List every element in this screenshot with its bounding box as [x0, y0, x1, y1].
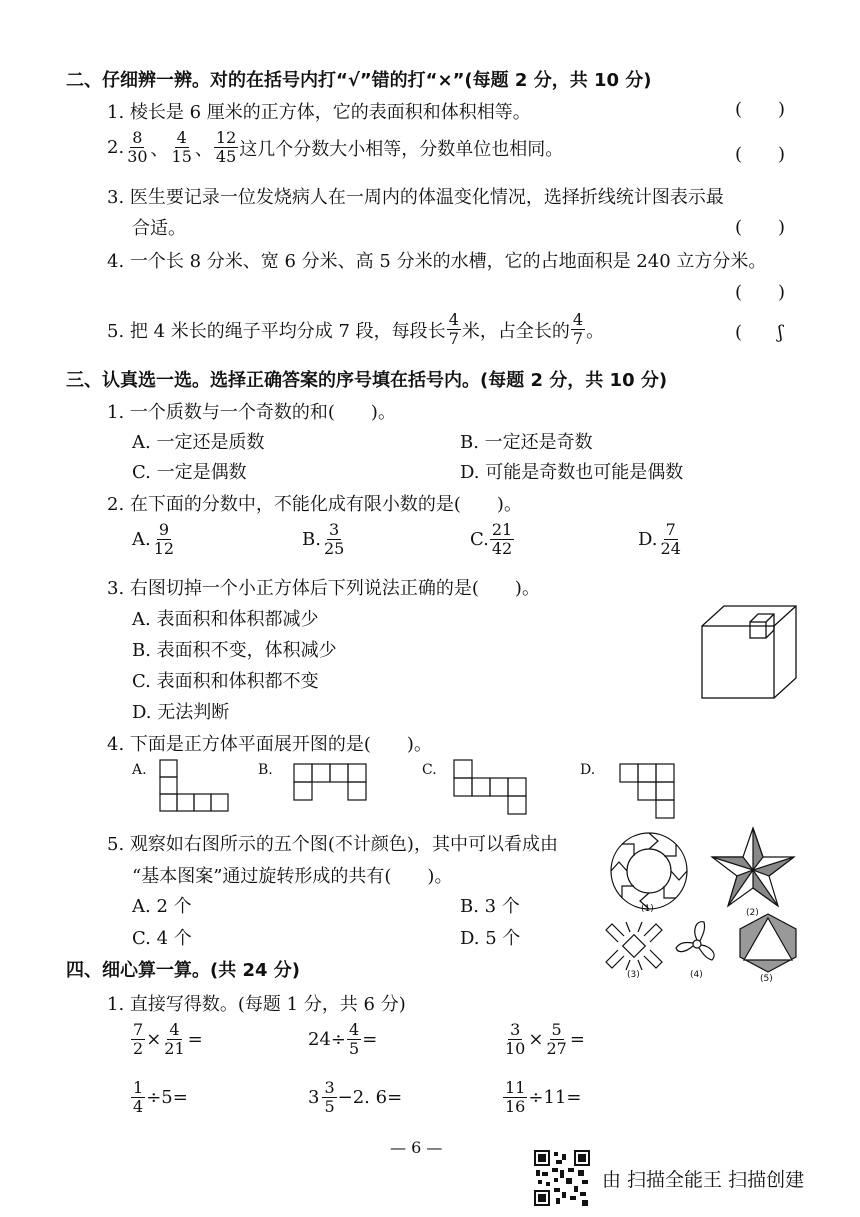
- q3-3-option-c: C. 表面积和体积都不变: [132, 671, 319, 692]
- q3-3: 3. 右图切掉一个小正方体后下列说法正确的是( )。: [107, 578, 540, 599]
- q2-4: 4. 一个长 8 分米、宽 6 分米、高 5 分米的水槽，它的占地面积是 240 立方分米。: [107, 251, 767, 272]
- ring-arrows-figure: [606, 828, 692, 914]
- answer-paren: ( ): [735, 282, 786, 303]
- q3-4: 4. 下面是正方体平面展开图的是( )。: [107, 734, 432, 755]
- q2-3-line2: 合适。: [132, 218, 186, 239]
- q2-5: 5. 把 4 米长的绳子平均分成 7 段，每段长 $\frac{4}{7}$ 米，占全长的 $\frac{4}{7}$ 。: [107, 310, 605, 348]
- scan-watermark-text: 由 扫描全能王 扫描创建: [602, 1169, 805, 1191]
- fraction: $\frac{1}{4}$: [133, 1078, 144, 1116]
- expr-3: $\frac{3}{10}$ × $\frac{5}{27}$ =: [505, 1020, 585, 1058]
- propeller-figure: [672, 918, 722, 972]
- fraction: $\frac{4}{7}$: [572, 310, 584, 348]
- q4-1-title: 1. 直接写得数。(每题 1 分，共 6 分): [107, 994, 406, 1015]
- q3-2-option-c: C. $\frac{21}{42}$: [470, 520, 513, 558]
- expr-2: 24÷ $\frac{4}{5}$ =: [308, 1020, 378, 1058]
- fraction: $\frac{4}{5}$: [349, 1020, 360, 1058]
- fraction: $\frac{3}{5}$: [324, 1078, 335, 1116]
- section-3-title: 三、认真选一选。选择正确答案的序号填在括号内。(每题 2 分，共 10 分): [66, 370, 668, 391]
- q2-1: 1. 棱长是 6 厘米的正方体，它的表面积和体积相等。: [107, 102, 531, 123]
- q3-1: 1. 一个质数与一个奇数的和( )。: [107, 402, 396, 423]
- figure-1-label: (1): [641, 904, 654, 914]
- answer-paren: ( ): [735, 217, 786, 238]
- q2-3-line1: 3. 医生要记录一位发烧病人在一周内的体温变化情况，选择折线统计图表示最: [107, 187, 724, 208]
- fraction: $\frac{7}{24}$: [660, 520, 681, 558]
- q3-5-option-d: D. 5 个: [460, 928, 521, 949]
- fraction: $\frac{7}{2}$: [133, 1020, 144, 1058]
- expr-1: $\frac{7}{2}$ × $\frac{4}{21}$ =: [133, 1020, 203, 1058]
- fraction: $\frac{4}{7}$: [448, 310, 459, 348]
- hexagon-figure: [736, 912, 800, 974]
- figure-3-label: (3): [627, 970, 640, 980]
- fraction: $\frac{3}{10}$: [505, 1020, 526, 1058]
- q3-1-option-a: A. 一定还是质数: [132, 432, 265, 453]
- q3-1-option-b: B. 一定还是奇数: [460, 432, 593, 453]
- expr-5: 3 $\frac{3}{5}$ −2. 6=: [308, 1078, 403, 1116]
- star-figure: [710, 826, 796, 908]
- q3-5-option-a: A. 2 个: [132, 896, 192, 917]
- fraction: $\frac{21}{42}$: [491, 520, 513, 558]
- expr-4: $\frac{1}{4}$ ÷5=: [133, 1078, 188, 1116]
- fraction: $\frac{9}{12}$: [153, 520, 175, 558]
- q3-2: 2. 在下面的分数中，不能化成有限小数的是( )。: [107, 494, 522, 515]
- fraction: $\frac{12}{45}$: [215, 128, 237, 166]
- fraction: $\frac{4}{15}$: [171, 128, 192, 166]
- fraction: $\frac{3}{25}$: [323, 520, 345, 558]
- answer-paren: ( ): [735, 144, 786, 165]
- qr-code-icon: [534, 1150, 590, 1206]
- section-4-title: 四、细心算一算。(共 24 分): [66, 960, 301, 981]
- fraction: $\frac{8}{30}$: [127, 128, 148, 166]
- section-2-title: 二、仔细辨一辨。对的在括号内打“√”错的打“×”(每题 2 分，共 10 分): [66, 70, 652, 91]
- q3-2-option-a: A. $\frac{9}{12}$: [132, 520, 175, 558]
- net-b-figure: [294, 764, 370, 814]
- fraction: $\frac{5}{27}$: [546, 1020, 567, 1058]
- q3-2-option-d: D. $\frac{7}{24}$: [638, 520, 681, 558]
- figure-2-label: (2): [746, 908, 759, 918]
- page-number: — 6 —: [390, 1138, 443, 1157]
- q3-1-option-c: C. 一定是偶数: [132, 462, 247, 483]
- q3-5-option-b: B. 3 个: [460, 896, 520, 917]
- q3-1-option-d: D. 可能是奇数也可能是偶数: [460, 462, 684, 483]
- q3-4-option-b: B.: [258, 762, 273, 778]
- net-a-figure: [160, 760, 232, 814]
- q3-4-option-c: C.: [422, 762, 437, 778]
- q3-3-option-a: A. 表面积和体积都减少: [132, 609, 319, 630]
- q3-5-line1: 5. 观察如右图所示的五个图(不计颜色)，其中可以看成由: [107, 834, 558, 855]
- cube-figure: [700, 604, 800, 700]
- net-c-figure: [454, 760, 530, 818]
- q3-5-option-c: C. 4 个: [132, 928, 192, 949]
- fraction: $\frac{4}{21}$: [164, 1020, 185, 1058]
- q3-5-line2: “基本图案”通过旋转形成的共有( )。: [132, 866, 453, 887]
- q3-3-option-d: D. 无法判断: [132, 702, 230, 723]
- q3-2-option-b: B. $\frac{3}{25}$: [302, 520, 345, 558]
- net-d-figure: [620, 764, 680, 824]
- q3-4-option-d: D.: [580, 762, 596, 778]
- q3-4-option-a: A.: [132, 762, 147, 778]
- figure-4-label: (4): [690, 970, 703, 980]
- fraction: $\frac{11}{16}$: [505, 1078, 526, 1116]
- q3-3-option-b: B. 表面积不变，体积减少: [132, 640, 337, 661]
- q2-2: 2. $\frac{8}{30}$ 、 $\frac{4}{15}$ 、 $\frac{12}{45}$ 这几个分数大小相等，分数单位也相同。: [107, 128, 564, 166]
- answer-paren: ( ): [735, 99, 786, 120]
- expr-6: $\frac{11}{16}$ ÷11=: [505, 1078, 582, 1116]
- figure-5-label: (5): [760, 974, 773, 984]
- cross-pattern-figure: [604, 918, 664, 974]
- answer-paren: ( ʃ: [735, 322, 783, 343]
